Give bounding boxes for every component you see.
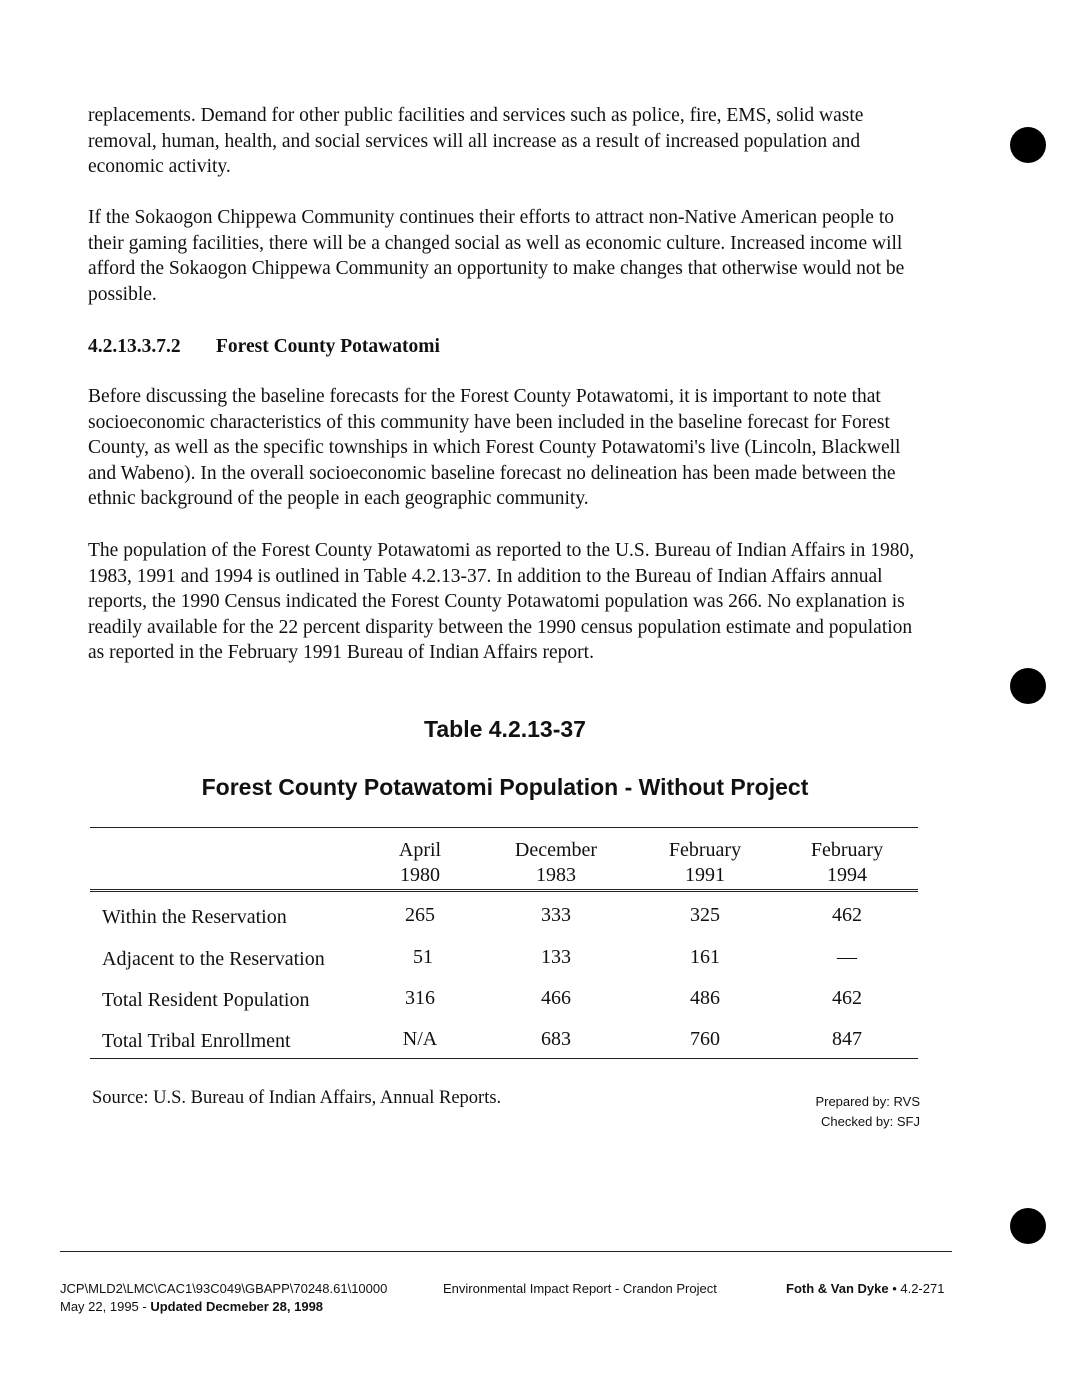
footer-left — [60, 1280, 387, 1316]
row-label: Adjacent to the Reservation — [102, 948, 325, 970]
table-cell: 847 — [832, 1028, 862, 1050]
section-title: Forest County Potawatomi — [216, 336, 440, 357]
footer-page-number: • 4.2-271 — [888, 1281, 945, 1296]
paragraph-3: Before discussing the baseline forecasts for the Forest County Potawatomi, it is important to note that socioeconomic characteristics of this community have been included in the baseline forecast for Forest County, as well as the specific townships in which Forest County Potawatomi's live (Lincoln, Blackwell and Wabeno). In the overall socioeconomic baseline forecast no delineation has been made between the ethnic background of the people in each geographic community. — [88, 386, 901, 510]
table-cell: 51 — [413, 946, 433, 968]
table-cell: 265 — [405, 904, 435, 926]
table-source: Source: U.S. Bureau of Indian Affairs, Annual Reports. — [92, 1088, 502, 1108]
table-cell: 462 — [832, 987, 862, 1009]
table-header-rule — [90, 889, 918, 895]
paragraph-1: replacements. Demand for other public facilities and services such as police, fire, EMS, solid waste removal, human, health, and social services will all increase as a result of increased population and economic activity. — [88, 105, 864, 178]
column-header-1983 — [486, 838, 626, 888]
column-month: February — [668, 839, 742, 861]
table-cell: 462 — [832, 904, 862, 926]
column-year: 1980 — [400, 864, 440, 886]
row-label: Total Resident Population — [102, 989, 310, 1011]
footer-rule — [60, 1251, 952, 1252]
column-year: 1991 — [685, 864, 725, 886]
column-year: 1983 — [536, 864, 576, 886]
table-cell: 486 — [690, 987, 720, 1009]
footer-company: Foth & Van Dyke — [786, 1281, 889, 1296]
table-cell: 325 — [690, 904, 720, 926]
table-cell: N/A — [402, 1028, 438, 1050]
margin-bullet-3 — [1010, 1208, 1046, 1244]
margin-bullet-2 — [1010, 668, 1046, 704]
table-bottom-rule — [90, 1058, 918, 1059]
table-cell: 760 — [690, 1028, 720, 1050]
column-header-1980 — [350, 838, 490, 888]
table-cell: 683 — [541, 1028, 571, 1050]
column-header-1994 — [777, 838, 917, 888]
table-cell: — — [837, 946, 857, 968]
table-cell: 333 — [541, 904, 571, 926]
footer-doc-title: Environmental Impact Report - Crandon Project — [443, 1281, 717, 1296]
footer-date — [60, 1298, 387, 1316]
table-cell: 466 — [541, 987, 571, 1009]
column-header-1991 — [635, 838, 775, 888]
table-cell: 161 — [690, 946, 720, 968]
section-heading — [88, 336, 440, 358]
footer-path: JCP\MLD2\LMC\CAC1\93C049\GBAPP\70248.61\10000 — [60, 1281, 388, 1296]
paragraph-2: If the Sokaogon Chippewa Community continues their efforts to attract non-Native American people to their gaming facilities, there will be a changed social as well as economic culture. Increased income will afford the Sokaogon Chippewa Community an opportunity to make changes that otherwise would not be possible. — [88, 207, 905, 305]
row-label: Within the Reservation — [102, 906, 287, 928]
table-subtitle: Forest County Potawatomi Population - Without Project — [201, 774, 809, 800]
column-month: February — [810, 839, 884, 861]
section-number: 4.2.13.3.7.2 — [88, 336, 181, 357]
footer-date-original: May 22, 1995 - — [60, 1299, 151, 1314]
column-year: 1994 — [827, 864, 867, 886]
table-cell: 133 — [541, 946, 571, 968]
table-cell: 316 — [405, 987, 435, 1009]
checked-by: Checked by: SFJ — [821, 1114, 920, 1129]
footer-page-info — [786, 1280, 944, 1298]
row-label: Total Tribal Enrollment — [102, 1030, 291, 1052]
table-title: Table 4.2.13-37 — [424, 716, 586, 742]
margin-bullet-1 — [1010, 127, 1046, 163]
prepared-checked-block — [815, 1092, 920, 1132]
column-month: December — [514, 839, 598, 861]
table-top-rule — [90, 827, 918, 828]
column-month: April — [398, 839, 442, 861]
footer-date-updated: Updated Decmeber 28, 1998 — [150, 1299, 324, 1314]
prepared-by: Prepared by: RVS — [815, 1094, 920, 1109]
paragraph-4: The population of the Forest County Potawatomi as reported to the U.S. Bureau of Indian Affairs in 1980, 1983, 1991 and 1994 is outlined in Table 4.2.13-37. In addition to the Bureau of Indian Affairs annual reports, the 1990 Census indicated the Forest County Potawatomi population was 266. No explanation is readily available for the 22 percent disparity between the 1990 census population estimate and population as reported in the February 1991 Bureau of Indian Affairs report. — [88, 540, 915, 664]
